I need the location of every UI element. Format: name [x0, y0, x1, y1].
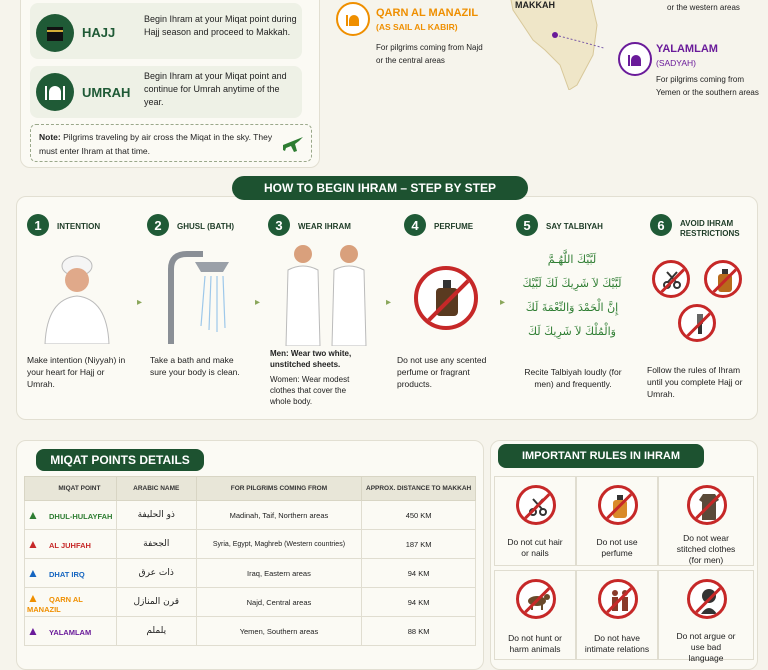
hajj-desc: Begin Ihram at your Miqat point during Hajj season and proceed to Makkah.	[144, 14, 297, 37]
rules-banner: IMPORTANT RULES IN IHRAM	[498, 444, 704, 468]
step-5-desc: Recite Talbiyah loudly (for men) and frequently.	[524, 367, 622, 389]
rule-label: Do not use perfume	[596, 537, 638, 558]
talbiyah-line-1: لَبَّيْكَ اللَّهُـمَّ	[547, 253, 597, 266]
qarn-map-desc: For pilgrims coming from Najd or the central areas	[376, 43, 483, 65]
yalamlam-mosque-icon	[627, 50, 645, 68]
miqat-table	[24, 476, 476, 646]
mosque-icon: ▲	[27, 566, 39, 580]
umrah-title: UMRAH	[82, 85, 131, 100]
step-2-desc: Take a bath and make sure your body is clean.	[150, 355, 240, 377]
qarn-map-title: QARN AL MANAZIL	[376, 7, 479, 19]
step-2-title: GHUSL (BATH)	[177, 222, 235, 231]
step-3-women: Women: Wear modest clothes that cover the whole body.	[270, 375, 350, 406]
note-text	[39, 130, 279, 158]
no-scissors-sign	[652, 260, 690, 298]
miqat-from: Yemen, Southern areas	[196, 617, 362, 646]
miqat-distance: 450 KM	[362, 501, 476, 530]
talbiyah-line-4: وَالْمُلْكَ لاَ شَرِيكَ لَكَ	[528, 325, 616, 338]
step-5-title: SAY TALBIYAH	[546, 222, 603, 231]
rule-label: Do not wear stitched clothes (for men)	[676, 533, 736, 565]
table-row	[25, 530, 476, 559]
no-perfume-icon	[598, 485, 638, 525]
airplane-icon	[281, 133, 305, 155]
table-row	[25, 501, 476, 530]
no-stitched-clothes-icon	[687, 485, 727, 525]
kaaba-icon	[36, 14, 74, 52]
step-1-title: INTENTION	[57, 222, 101, 231]
step-2	[147, 214, 255, 404]
praying-man-icon	[37, 244, 117, 344]
rule-no-relations	[576, 570, 658, 660]
col-miqat-point: MIQAT POINT	[25, 477, 117, 501]
miqat-from: Madinah, Taif, Northern areas	[196, 501, 362, 530]
col-arabic-name: ARABIC NAME	[116, 477, 196, 501]
step-1-number: 1	[27, 214, 49, 236]
miqat-arabic: ذات عرق	[116, 559, 196, 588]
miqat-name: QARN AL MANAZIL	[27, 594, 83, 614]
miqat-name: DHUL-HULAYFAH	[49, 512, 113, 521]
rule-no-perfume	[576, 476, 658, 566]
step-2-number: 2	[147, 214, 169, 236]
no-razor-sign	[678, 304, 716, 342]
miqat-distance: 88 KM	[362, 617, 476, 646]
no-arguing-icon	[687, 579, 727, 619]
ihram-men-icon	[276, 240, 376, 346]
col-distance: APPROX. DISTANCE TO MAKKAH	[362, 477, 476, 501]
rule-no-arguing	[658, 570, 754, 663]
steps-banner: HOW TO BEGIN IHRAM – STEP BY STEP	[232, 176, 528, 200]
western-areas-note: or the western areas	[667, 3, 740, 12]
rule-no-stitched	[658, 476, 754, 566]
qarn-mosque-icon	[345, 10, 363, 28]
yalamlam-map-subtitle: (SADYAH)	[656, 58, 696, 68]
talbiyah-line-2: لَبَّيْكَ لاَ شَرِيكَ لَكَ لَبَّيْكَ	[522, 277, 622, 290]
rule-label: Do not have intimate relations	[584, 633, 650, 654]
mosque-icon: ▲	[27, 537, 39, 551]
miqat-name: AL JUHFAH	[49, 541, 91, 550]
no-perfume-sign	[414, 266, 478, 330]
makkah-label: MAKKAH	[515, 0, 555, 10]
miqat-distance: 94 KM	[362, 588, 476, 617]
note-label: Note:	[39, 132, 61, 142]
qarn-map-badge	[336, 2, 370, 36]
step-3-title: WEAR IHRAM	[298, 222, 351, 231]
miqat-arabic: يلملم	[116, 617, 196, 646]
arrow-1: ▸	[137, 297, 143, 308]
umrah-row	[30, 66, 302, 118]
miqat-from: Iraq, Eastern areas	[196, 559, 362, 588]
rule-no-cutting	[494, 476, 576, 566]
qarn-map-subtitle: (AS SAIL AL KABIR)	[376, 22, 458, 32]
rule-label: Do not argue or use bad language	[676, 631, 736, 663]
rule-label: Do not hunt or harm animals	[508, 633, 562, 654]
no-scissors-icon	[516, 485, 556, 525]
step-3-number: 3	[268, 214, 290, 236]
table-row	[25, 559, 476, 588]
no-perfume-small-sign	[704, 260, 742, 298]
arrow-4: ▸	[500, 297, 506, 308]
step-1-desc: Make intention (Niyyah) in your heart for Hajj or Umrah.	[27, 355, 126, 389]
hajj-title: HAJJ	[82, 25, 116, 40]
mosque-icon: ▲	[27, 590, 39, 605]
miqat-from: Syria, Egypt, Maghreb (Western countries)	[196, 530, 362, 559]
yalamlam-map-desc: For pilgrims coming from Yemen or the southern areas	[656, 75, 759, 97]
hajj-row	[30, 3, 302, 59]
step-5	[516, 214, 636, 404]
miqat-name: DHAT IRQ	[49, 570, 85, 579]
step-4-title: PERFUME	[434, 222, 474, 231]
mosque-icon	[36, 73, 74, 111]
talbiyah-arabic	[516, 248, 628, 344]
miqat-distance: 94 KM	[362, 559, 476, 588]
step-4-desc: Do not use any scented perfume or fragrant products.	[397, 355, 487, 389]
mosque-icon: ▲	[27, 508, 39, 522]
miqat-arabic: قرن المنازل	[116, 588, 196, 617]
table-row	[25, 588, 476, 617]
miqat-name: YALAMLAM	[49, 628, 92, 637]
arabia-map	[505, 0, 605, 90]
miqat-banner: MIQAT POINTS DETAILS	[36, 449, 204, 471]
step-4-number: 4	[404, 214, 426, 236]
miqat-from: Najd, Central areas	[196, 588, 362, 617]
step-5-number: 5	[516, 214, 538, 236]
step-3	[268, 214, 384, 414]
note-body: Pilgrims traveling by air cross the Miqat in the sky. They must enter Ihram at that time.	[39, 132, 273, 156]
no-relations-icon	[598, 579, 638, 619]
yalamlam-map-badge	[618, 42, 652, 76]
miqat-arabic: ذو الحليفة	[116, 501, 196, 530]
arrow-2: ▸	[255, 297, 261, 308]
step-3-men: Men: Wear two white, unstitched sheets.	[270, 349, 352, 369]
mosque-icon: ▲	[27, 624, 39, 638]
col-coming-from: FOR PILGRIMS COMING FROM	[196, 477, 362, 501]
no-hunting-icon	[516, 579, 556, 619]
step-6-desc: Follow the rules of Ihram until you complete Hajj or Umrah.	[647, 365, 743, 399]
rule-no-hunting	[494, 570, 576, 660]
step-4	[397, 214, 510, 404]
shower-icon	[157, 244, 247, 344]
note-box	[30, 124, 312, 162]
miqat-distance: 187 KM	[362, 530, 476, 559]
table-row	[25, 617, 476, 646]
yalamlam-map-title: YALAMLAM	[656, 43, 718, 55]
talbiyah-line-3: إِنَّ الْحَمْدَ وَالنِّعْمَةَ لَكَ	[525, 301, 619, 314]
rule-label: Do not cut hair or nails	[507, 537, 563, 558]
miqat-arabic: الجحفة	[116, 530, 196, 559]
step-1	[27, 214, 135, 404]
step-6-title: AVOID IHRAM RESTRICTIONS	[680, 219, 740, 238]
step-6	[647, 214, 754, 404]
umrah-desc: Begin Ihram at your Miqat point and continue for Umrah anytime of the year.	[144, 71, 287, 107]
step-6-number: 6	[650, 214, 672, 236]
arrow-3: ▸	[386, 297, 392, 308]
